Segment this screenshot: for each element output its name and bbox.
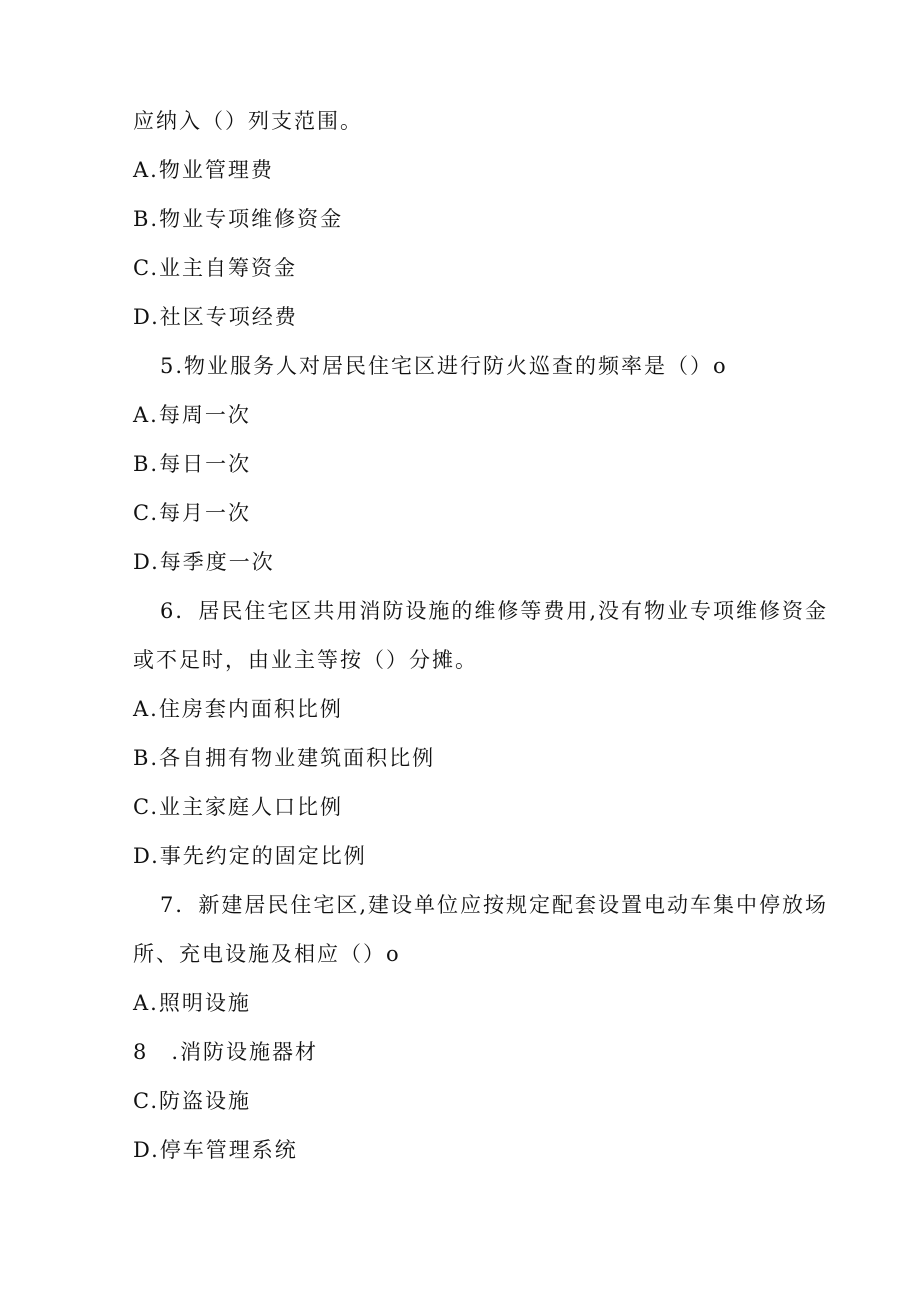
option-b: B.物业专项维修资金 — [133, 207, 344, 231]
option-b: 8 .消防设施器材 — [133, 1040, 319, 1064]
option-c: C.业主家庭人口比例 — [133, 795, 343, 819]
option-a: A.住房套内面积比例 — [133, 697, 343, 721]
question-4-continuation: 应纳入（）列支范围。 — [133, 109, 363, 133]
option-d: D.停车管理系统 — [133, 1138, 298, 1162]
option-b: B.各自拥有物业建筑面积比例 — [133, 746, 436, 770]
option-d: D.事先约定的固定比例 — [133, 844, 367, 868]
option-d: D.社区专项经费 — [133, 305, 298, 329]
question-5: 5.物业服务人对居民住宅区进行防火巡查的频率是（）o — [160, 354, 728, 378]
question-7-line-2: 所、充电设施及相应（）o — [133, 942, 401, 966]
question-6-line-1: 6．居民住宅区共用消防设施的维修等费用,没有物业专项维修资金 — [160, 599, 829, 623]
option-a: A.物业管理费 — [133, 158, 274, 182]
option-c: C.防盗设施 — [133, 1089, 251, 1113]
option-d: D.每季度一次 — [133, 550, 275, 574]
option-c: C.业主自筹资金 — [133, 256, 297, 280]
option-c: C.每月一次 — [133, 501, 251, 525]
option-a: A.每周一次 — [133, 403, 251, 427]
question-7-line-1: 7．新建居民住宅区,建设单位应按规定配套设置电动车集中停放场 — [160, 893, 829, 917]
question-6-line-2: 或不足时，由业主等按（）分摊。 — [133, 648, 478, 672]
option-a: A.照明设施 — [133, 991, 251, 1015]
option-b: B.每日一次 — [133, 452, 252, 476]
